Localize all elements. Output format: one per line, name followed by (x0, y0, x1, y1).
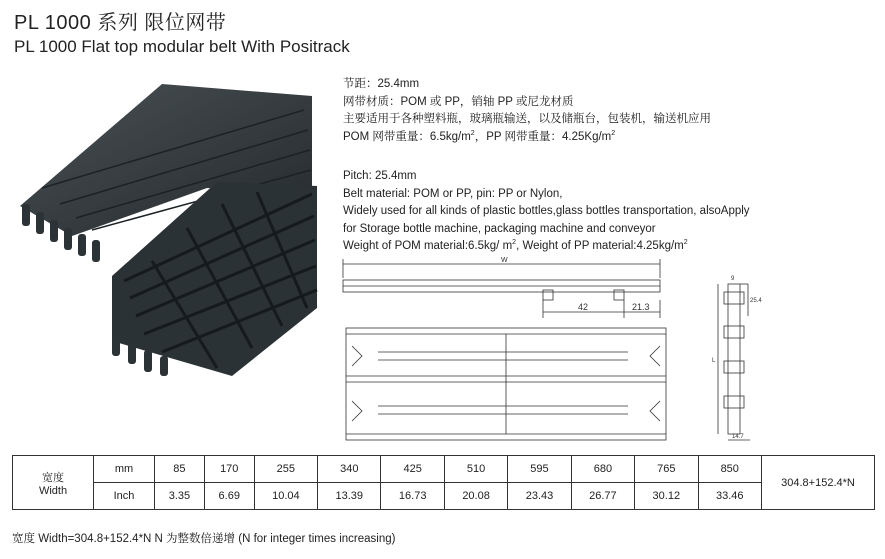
spec-usage-en-1: Widely used for all kinds of plastic bottles,glass bottles transportation, alsoApply (343, 205, 750, 218)
table-cell: 850 (698, 456, 762, 483)
weight-pp-en: , Weight of PP material:4.25kg/m (516, 240, 684, 253)
dim-w: W (501, 257, 508, 264)
table-cell: 33.46 (698, 483, 762, 510)
spec-material-en: Belt material: POM or PP, pin: PP or Nylon, (343, 187, 563, 200)
spec-weight-en (343, 238, 750, 256)
spec-usage-cn: 主要适用于各种塑料瓶，玻璃瓶输送，以及储瓶台，包装机，输送机应用 (343, 113, 711, 126)
technical-drawing (338, 256, 878, 446)
spec-pitch-cn: 节距：25.4mm (343, 78, 420, 90)
weight-pp-cn: ，PP 网带重量：4.25Kg/m (474, 130, 612, 143)
table-cell: 255 (254, 456, 317, 483)
table-cell: 26.77 (571, 483, 634, 510)
table-row (13, 456, 875, 483)
table-cell: 20.08 (444, 483, 507, 510)
width-label-cn: 宽度 (42, 471, 64, 484)
weight-pom-cn: POM 网带重量：6.5kg/m (343, 130, 471, 143)
table-cell: 170 (204, 456, 254, 483)
dim-42: 42 (578, 302, 589, 312)
sup-2: 2 (611, 129, 616, 137)
table-cell: 13.39 (318, 483, 381, 510)
dim-21-3: 21.3 (632, 302, 650, 312)
table-cell: 595 (508, 456, 571, 483)
spec-weight-cn (343, 129, 711, 147)
table-cell: 3.35 (155, 483, 205, 510)
dim-side-top: 9 (731, 276, 735, 282)
weight-pom-en: Weight of POM material:6.5kg/ m (343, 240, 513, 253)
footnote: 宽度 Width=304.8+152.4*N N 为整数倍递增 (N for integer times increasing) (12, 533, 396, 545)
dim-side-bottom: 14.7 (732, 434, 744, 440)
width-table (12, 455, 875, 510)
table-cell: 10.04 (254, 483, 317, 510)
sup-2: 2 (470, 129, 475, 137)
width-label-en: Width (38, 484, 68, 497)
spec-usage-en-2: for Storage bottle machine, packaging machine and conveyor (343, 222, 656, 235)
table-cell: 23.43 (508, 483, 571, 510)
specs-cn (343, 76, 711, 146)
width-label (13, 456, 94, 510)
table-cell: 85 (155, 456, 205, 483)
table-cell: 6.69 (204, 483, 254, 510)
sup-2: 2 (512, 239, 517, 247)
page-title-cn: PL 1000 系列 限位网带 (14, 12, 227, 34)
belt-photo (12, 76, 332, 386)
spec-pitch-en: Pitch: 25.4mm (343, 170, 417, 182)
page-title-en: PL 1000 Flat top modular belt With Positrack (14, 37, 350, 56)
table-cell: 30.12 (635, 483, 698, 510)
table-cell: 340 (318, 456, 381, 483)
dim-side-l: L (712, 358, 716, 364)
table-cell: 765 (635, 456, 698, 483)
table-cell: 16.73 (381, 483, 444, 510)
width-formula: 304.8+152.4*N (762, 456, 875, 510)
table-cell: 425 (381, 456, 444, 483)
unit-inch: Inch (94, 483, 155, 510)
table-row (13, 483, 875, 510)
table-cell: 680 (571, 456, 634, 483)
specs-en (343, 168, 750, 256)
sup-2: 2 (683, 239, 688, 247)
table-cell: 510 (444, 456, 507, 483)
dim-side-mid: 25.4 (750, 298, 762, 304)
unit-mm: mm (94, 456, 155, 483)
spec-material-cn: 网带材质：POM 或 PP，销轴 PP 或尼龙材质 (343, 95, 574, 108)
